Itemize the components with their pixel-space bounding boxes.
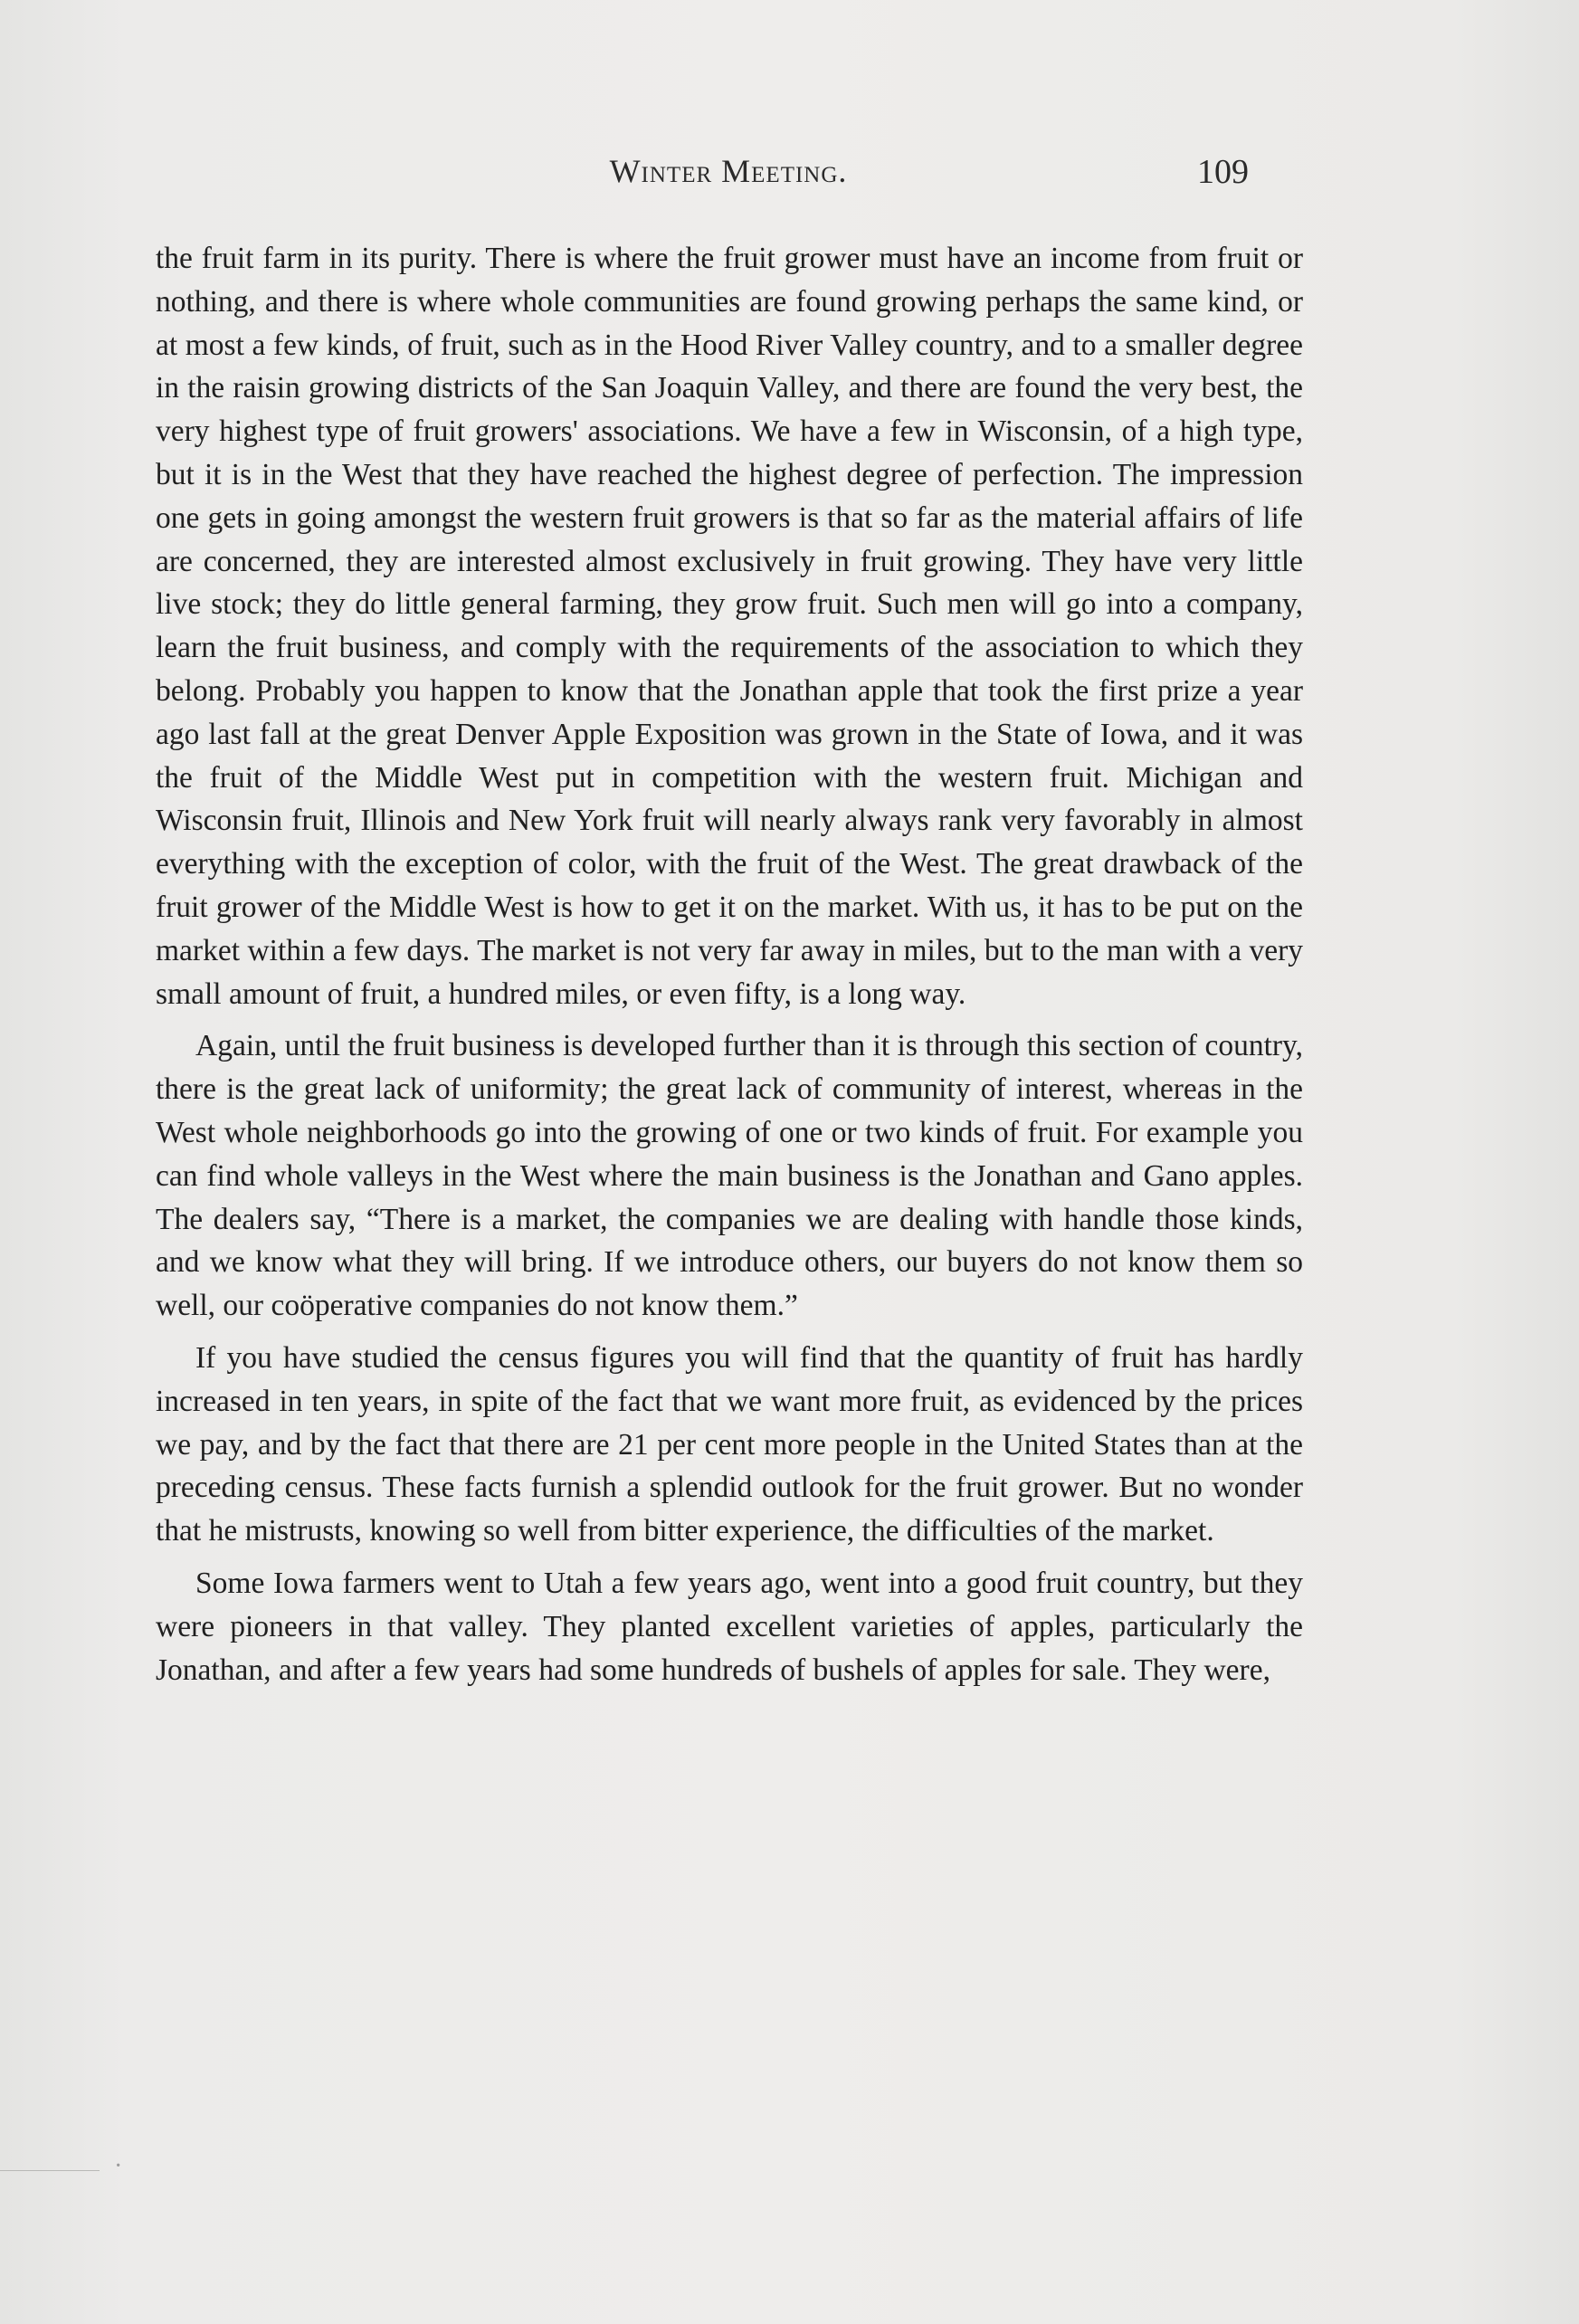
paragraph-3: If you have studied the census figures you will find that the quantity of fruit has hardly increased in ten years, in spite of the fact that we want more fruit, as evidenced by the prices we pay, and by the fact that there are 21 per cent more people in the United States than at the preceding census. These facts furnish a splendid outlook for the fruit grower. But no wonder that he mistrusts, knowing so well from bitter experience, the difficulties of the market. (156, 1340, 1303, 1548)
scan-edge-mark-left (0, 2170, 100, 2171)
scan-margin-mark: · (114, 2152, 123, 2180)
paragraph-4: Some Iowa farmers went to Utah a few years ago, went into a good fruit country, but they were pioneers in that valley. They planted excellent varieties of apples, particularly the Jonathan, and after a few years had some hundreds of bushels of apples for sale. They were, (156, 1566, 1303, 1687)
paragraph-1: the fruit farm in its purity. There is where the fruit grower must have an income from fruit or nothing, and there is where whole communities are found growing perhaps the same kind, or at most a few kinds, of fruit, such as in the Hood River Valley country, and to a smaller degree in the raisin growing districts of the San Joaquin Valley, and there are found the very best, the very highest type of fruit growers' associations. We have a few in Wisconsin, of a high type, but it is in the West that they have reached the highest degree of perfection. The impression one gets in going amongst the western fruit growers is that so far as the material affairs of life are concerned, they are interested almost exclusively in fruit growing. They have very little live stock; they do little general farming, they grow fruit. Such men will go into a company, learn the fruit business, and comply with the requirements of the association to which they belong. Probably you happen to know that the Jonathan apple that took the first prize a year ago last fall at the great Denver Apple Exposition was grown in the State of Iowa, and it was the fruit of the Middle West put in competition with the western fruit. Michigan and Wisconsin fruit, Illinois and New York fruit will nearly always rank very favorably in almost everything with the exception of color, with the fruit of the West. The great drawback of the fruit grower of the Middle West is how to get it on the market. With us, it has to be put on the market within a few days. The market is not very far away in miles, but to the man with a very small amount of fruit, a hundred miles, or even fifty, is a long way. (156, 242, 1303, 1011)
page-number: 109 (1197, 153, 1249, 191)
running-title: Winter Meeting. (609, 153, 848, 189)
page-header (154, 152, 1303, 206)
paragraph-2: Again, until the fruit business is developed further than it is through this section of country, there is the great lack of uniformity; the great lack of community of interest, whereas in the West whole neighborhoods go into the growing of one or two kinds of fruit. For example you can find whole valleys in the West where the main business is the Jonathan and Gano apples. The dealers say, “There is a market, the companies we are dealing with handle those kinds, and we know what they will bring. If we introduce others, our buyers do not know them so well, our coöperative companies do not know them.” (156, 1029, 1303, 1323)
body-text (156, 237, 1303, 1700)
